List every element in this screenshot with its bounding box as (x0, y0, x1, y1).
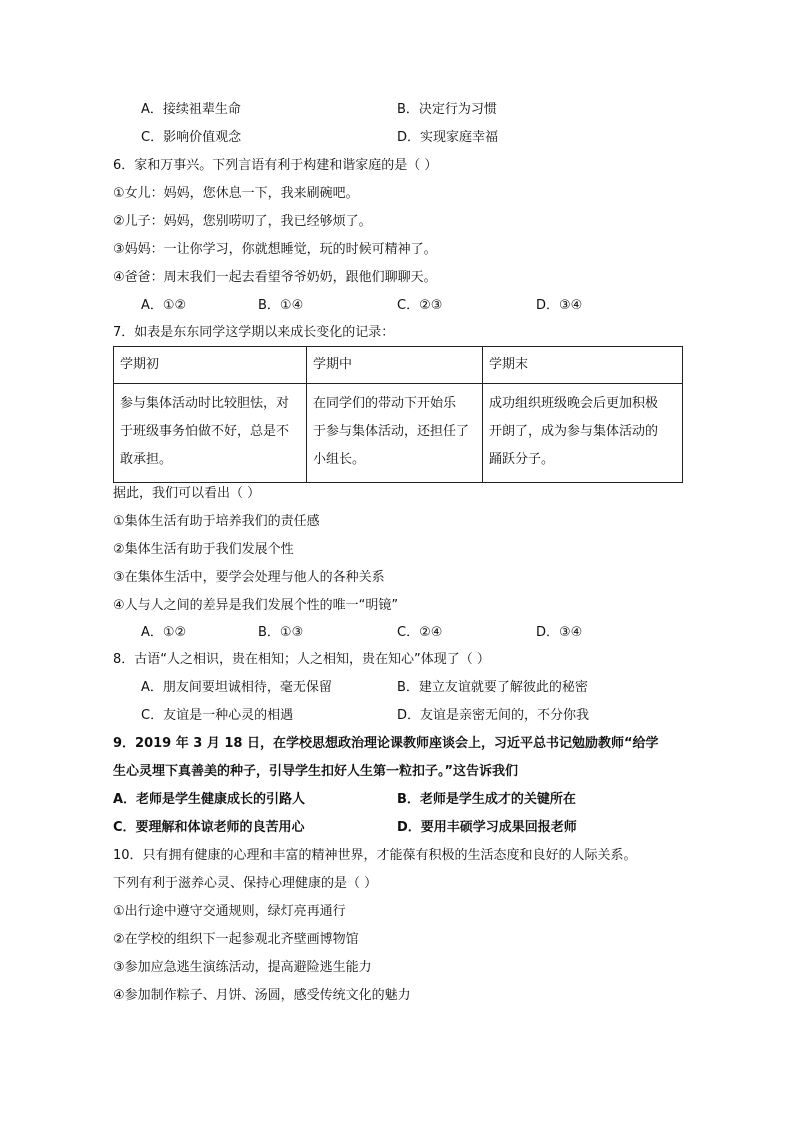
table-header-cell: 学期中 (307, 347, 483, 384)
q9-option-d: D．要用丰硕学习成果回报老师 (397, 820, 577, 835)
q7-item-2: ②集体生活有助于我们发展个性 (113, 542, 294, 557)
q6-option-a: A．①② (141, 298, 187, 313)
q8-option-c: C．友谊是一种心灵的相遇 (141, 708, 294, 723)
table-cell-start (114, 384, 307, 483)
q6-item-2: ②儿子：妈妈，您别唠叨了，我已经够烦了。 (113, 214, 372, 229)
q6-item-4: ④爸爸：周末我们一起去看望爷爷奶奶，跟他们聊聊天。 (113, 270, 437, 285)
table-cell-end (483, 384, 683, 483)
q10-stem-line-1: 10．只有拥有健康的心理和丰富的精神世界，才能葆有积极的生活态度和良好的人际关系。 (113, 848, 637, 863)
q7-item-4: ④人与人之间的差异是我们发展个性的唯一“明镜” (113, 598, 399, 613)
q6-option-b: B．①④ (258, 298, 304, 313)
table-header-cell: 学期初 (114, 347, 307, 384)
q10-stem-line-2: 下列有利于滋养心灵、保持心理健康的是（ ） (113, 876, 378, 891)
q7-option-d: D．③④ (536, 625, 583, 640)
growth-record-table (113, 346, 683, 483)
table-header-cell: 学期末 (483, 347, 683, 384)
q7-option-b: B．①③ (258, 625, 304, 640)
table-header-row (114, 347, 683, 384)
q7-item-1: ①集体生活有助于培养我们的责任感 (113, 514, 320, 529)
cell-line: 在同学们的带动下开始乐 (313, 396, 457, 411)
q7-item-3: ③在集体生活中，要学会处理与他人的各种关系 (113, 570, 385, 585)
cell-line: 小组长。 (313, 452, 366, 467)
q8-option-b: B．建立友谊就要了解彼此的秘密 (397, 680, 588, 695)
q10-item-3: ③参加应急逃生演练活动，提高避险逃生能力 (113, 960, 372, 975)
cell-line: 于参与集体活动，还担任了 (313, 424, 470, 439)
q5-option-d: D．实现家庭幸福 (397, 130, 499, 145)
q10-item-1: ①出行途中遵守交通规则，绿灯亮再通行 (113, 904, 346, 919)
q9-stem-line-2: 生心灵埋下真善美的种子，引导学生扣好人生第一粒扣子。”这告诉我们 (113, 764, 519, 779)
cell-line: 踊跃分子。 (489, 452, 555, 467)
q9-option-a: A．老师是学生健康成长的引路人 (113, 792, 306, 807)
q7-stem: 7．如表是东东同学这学期以来成长变化的记录： (113, 325, 395, 340)
q9-option-c: C．要理解和体谅老师的良苦用心 (113, 820, 305, 835)
cell-line: 参与集体活动时比较胆怯，对 (120, 396, 290, 411)
cell-line: 成功组织班级晚会后更加积极 (489, 396, 659, 411)
q7-option-c: C．②④ (397, 625, 443, 640)
cell-line: 敢承担。 (120, 452, 173, 467)
q8-option-d: D．友谊是亲密无间的，不分你我 (397, 708, 590, 723)
cell-line: 于班级事务怕做不好，总是不 (120, 424, 290, 439)
q9-option-b: B．老师是学生成才的关键所在 (397, 792, 576, 807)
q6-option-d: D．③④ (536, 298, 583, 313)
cell-line: 开朗了，成为参与集体活动的 (489, 424, 659, 439)
q10-item-2: ②在学校的组织下一起参观北齐壁画博物馆 (113, 932, 359, 947)
q6-item-1: ①女儿：妈妈，您休息一下，我来刷碗吧。 (113, 186, 359, 201)
q5-option-c: C．影响价值观念 (141, 130, 242, 145)
q5-option-a: A．接续祖辈生命 (141, 102, 241, 117)
table-row (114, 384, 683, 483)
q8-option-a: A．朋友间要坦诚相待，毫无保留 (141, 680, 332, 695)
q6-item-3: ③妈妈：一让你学习，你就想睡觉，玩的时候可精神了。 (113, 242, 437, 257)
q8-stem: 8．古语“人之相识，贵在相知；人之相知，贵在知心”体现了（ ） (113, 652, 490, 667)
q10-item-4: ④参加制作粽子、月饼、汤圆，感受传统文化的魅力 (113, 988, 411, 1003)
q6-stem: 6．家和万事兴。下列言语有利于构建和谐家庭的是（ ） (113, 158, 438, 173)
q5-option-b: B．决定行为习惯 (397, 102, 497, 117)
table-cell-middle (307, 384, 483, 483)
q7-option-a: A．①② (141, 625, 187, 640)
q7-lead: 据此，我们可以看出（ ） (113, 486, 261, 501)
q9-stem-line-1: 9．2019 年 3 月 18 日，在学校思想政治理论课教师座谈会上，习近平总书记勉励教师“给学 (113, 736, 659, 751)
q6-option-c: C．②③ (397, 298, 443, 313)
